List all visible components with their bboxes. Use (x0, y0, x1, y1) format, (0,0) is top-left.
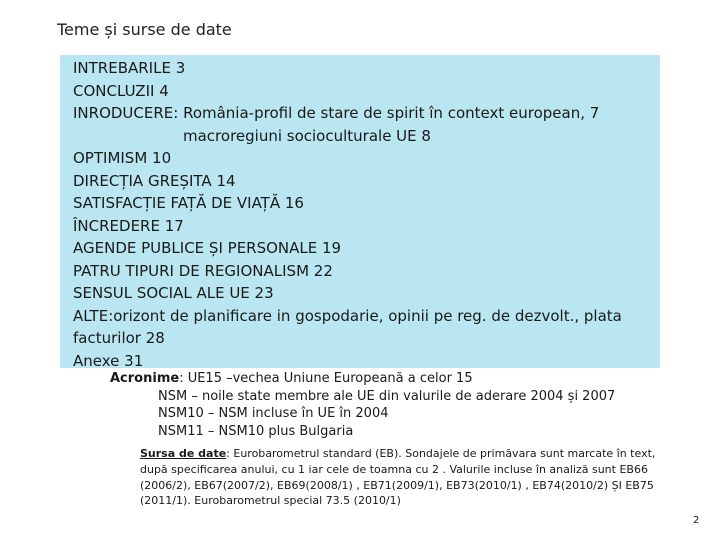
list-item: INTREBARILE 3 (73, 59, 186, 77)
list-item: ÎNCREDERE 17 (73, 216, 184, 235)
list-item: SATISFACȚIE FAȚĂ DE VIAȚĂ 16 (73, 194, 304, 212)
source-label: Sursa de date (140, 447, 227, 460)
list-item: ALTE:orizont de planificare in gospodarie, opinii pe reg. de dezvolt., plata facturilor 28 (73, 306, 622, 347)
list-item: Anexe 31 (73, 351, 144, 370)
data-source-note: Sursa de date: Eurobarometrul standard (EB). Sondajele de primăvara sunt marcate în text, după specificarea anului, cu 1 iar cele de toamna cu 2 . Valurile incluse în analiză sunt EB66 (2006/2), EB67(2007/2), EB69(2008/1) , EB71(2009/1), EB73(2010/1) , EB74(2010/2) ȘI EB75 (2011/1). Eurobarometrul special 73.5 (2010/1) (140, 447, 656, 508)
list-item: CONCLUZII 4 (73, 81, 169, 100)
slide-title: Teme și surse de date (57, 20, 232, 39)
list-item: INRODUCERE: România-profil de stare de spirit în context european, 7 macroregiuni socioculturale UE 8 (73, 104, 600, 145)
page-number: 2 (693, 515, 700, 526)
list-item: AGENDE PUBLICE ȘI PERSONALE 19 (73, 239, 342, 257)
contents-list (55, 57, 655, 372)
acronyms-label: Acronime (110, 371, 180, 386)
list-item: PATRU TIPURI DE REGIONALISM 22 (73, 261, 333, 280)
acronyms-block: Acronime: UE15 –vechea Uniune Europeană a celor 15 NSM – noile state membre ale UE din valurile de aderare 2004 și 2007 NSM10 – NSM incluse în UE în 2004 NSM11 – NSM10 plus Bulgaria (110, 371, 616, 439)
list-item: OPTIMISM 10 (73, 149, 172, 167)
list-item: SENSUL SOCIAL ALE UE 23 (73, 284, 274, 302)
list-item: DIRECȚIA GREȘITA 14 (73, 171, 236, 190)
